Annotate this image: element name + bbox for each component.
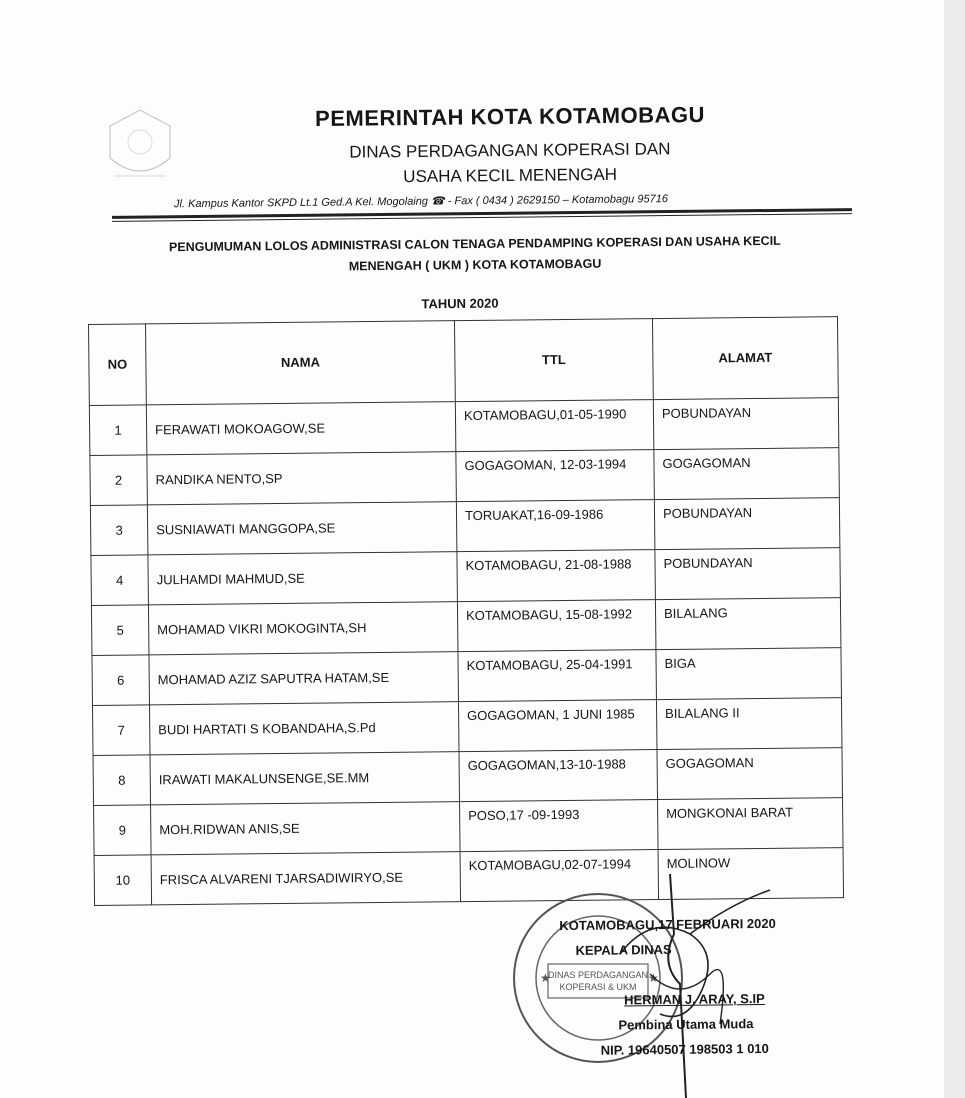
cell-alamat: MOLINOW (658, 848, 844, 900)
cell-nama: RANDIKA NENTO,SP (147, 452, 457, 505)
col-header-nama: NAMA (146, 321, 456, 405)
cell-no: 4 (91, 555, 149, 606)
cell-ttl: KOTAMOBAGU,02-07-1994 (460, 850, 659, 902)
signatory-nip: NIP. 19640507 198503 1 010 (600, 1040, 769, 1058)
office-address: Jl. Kampus Kantor SKPD Lt.1 Ged.A Kel. Mogolaing ☎ - Fax ( 0434 ) 2629150 – Kotamobagu 95716 (173, 193, 668, 211)
cell-no: 5 (91, 605, 149, 656)
cell-alamat: POBUNDAYAN (655, 548, 841, 600)
announcement-line2: MENENGAH ( UKM ) KOTA KOTAMOBAGU (348, 256, 602, 274)
table-header-row (89, 317, 839, 406)
table-row (90, 448, 839, 506)
cell-nama: FRISCA ALVARENI TJARSADIWIRYO,SE (151, 852, 461, 905)
cell-no: 3 (90, 505, 148, 556)
cell-no: 10 (94, 855, 152, 906)
cell-nama: MOH.RIDWAN ANIS,SE (151, 802, 461, 855)
cell-ttl: GOGAGOMAN, 1 JUNI 1985 (458, 700, 657, 752)
table-row (94, 798, 843, 856)
signature-place-date: KOTAMOBAGU,17 FEBRUARI 2020 (559, 915, 776, 934)
cell-alamat: BILALANG (655, 598, 841, 650)
cell-ttl: GOGAGOMAN,13-10-1988 (459, 750, 658, 802)
announcement-year: TAHUN 2020 (421, 295, 499, 312)
cell-ttl: POSO,17 -09-1993 (460, 800, 659, 852)
cell-no: 6 (92, 655, 150, 706)
cell-ttl: KOTAMOBAGU,01-05-1990 (455, 400, 654, 452)
col-header-alamat: ALAMAT (652, 317, 838, 400)
table-row (91, 548, 840, 606)
cell-ttl: KOTAMOBAGU, 21-08-1988 (457, 550, 656, 602)
cell-nama: BUDI HARTATI S KOBANDAHA,S.Pd (149, 702, 459, 755)
government-title: PEMERINTAH KOTA KOTAMOBAGU (314, 101, 706, 132)
cell-alamat: MONGKONAI BARAT (658, 798, 844, 850)
cell-nama: MOHAMAD VIKRI MOKOGINTA,SH (148, 602, 458, 655)
cell-ttl: GOGAGOMAN, 12-03-1994 (456, 450, 655, 502)
table-row (93, 748, 842, 806)
cell-ttl: KOTAMOBAGU, 25-04-1991 (458, 650, 657, 702)
table-row (92, 648, 841, 706)
cell-alamat: BILALANG II (656, 698, 842, 750)
signatory-rank: Pembina Utama Muda (618, 1016, 754, 1033)
announcement-line1: PENGUMUMAN LOLOS ADMINISTRASI CALON TENAGA PENDAMPING KOPERASI DAN USAHA KECIL (168, 233, 781, 255)
col-header-no: NO (89, 324, 147, 406)
cell-nama: JULHAMDI MAHMUD,SE (148, 552, 458, 605)
cell-alamat: POBUNDAYAN (653, 398, 839, 450)
cell-alamat: GOGAGOMAN (657, 748, 843, 800)
cell-no: 7 (92, 705, 150, 756)
agency-name-line1: DINAS PERDAGANGAN KOPERASI DAN (349, 139, 671, 162)
announcement-heading (110, 230, 840, 280)
cell-no: 2 (90, 455, 148, 506)
signature-block (559, 911, 777, 1063)
table-row (92, 698, 841, 756)
table-row (91, 598, 840, 656)
col-header-ttl: TTL (454, 319, 653, 402)
table-row (89, 398, 838, 456)
cell-nama: FERAWATI MOKOAGOW,SE (146, 402, 456, 455)
svg-text:DINAS PERDAGANGAN: DINAS PERDAGANGAN (547, 970, 649, 980)
svg-text:★: ★ (648, 971, 659, 985)
agency-name-line2: USAHA KECIL MENENGAH (403, 164, 618, 187)
cell-no: 8 (93, 755, 151, 806)
cell-ttl: TORUAKAT,16-09-1986 (456, 500, 655, 552)
cell-ttl: KOTAMOBAGU, 15-08-1992 (457, 600, 656, 652)
agency-name (250, 135, 770, 190)
cell-alamat: BIGA (656, 648, 842, 700)
city-emblem-icon (104, 106, 176, 188)
cell-nama: SUSNIAWATI MANGGOPA,SE (147, 502, 457, 555)
cell-nama: MOHAMAD AZIZ SAPUTRA HATAM,SE (149, 652, 459, 705)
candidate-table (88, 316, 844, 906)
svg-text:KOPERASI & UKM: KOPERASI & UKM (559, 982, 637, 992)
cell-no: 9 (94, 805, 152, 856)
svg-text:★: ★ (540, 971, 551, 985)
table-row (90, 498, 839, 556)
viewer-side-panel (944, 0, 965, 1098)
cell-alamat: POBUNDAYAN (654, 498, 840, 550)
cell-no: 1 (89, 405, 147, 456)
signature-position: KEPALA DINAS (575, 941, 672, 958)
cell-alamat: GOGAGOMAN (654, 448, 840, 500)
signatory-name: HERMAN J. ARAY, S.IP (624, 990, 765, 1008)
cell-nama: IRAWATI MAKALUNSENGE,SE.MM (150, 752, 460, 805)
